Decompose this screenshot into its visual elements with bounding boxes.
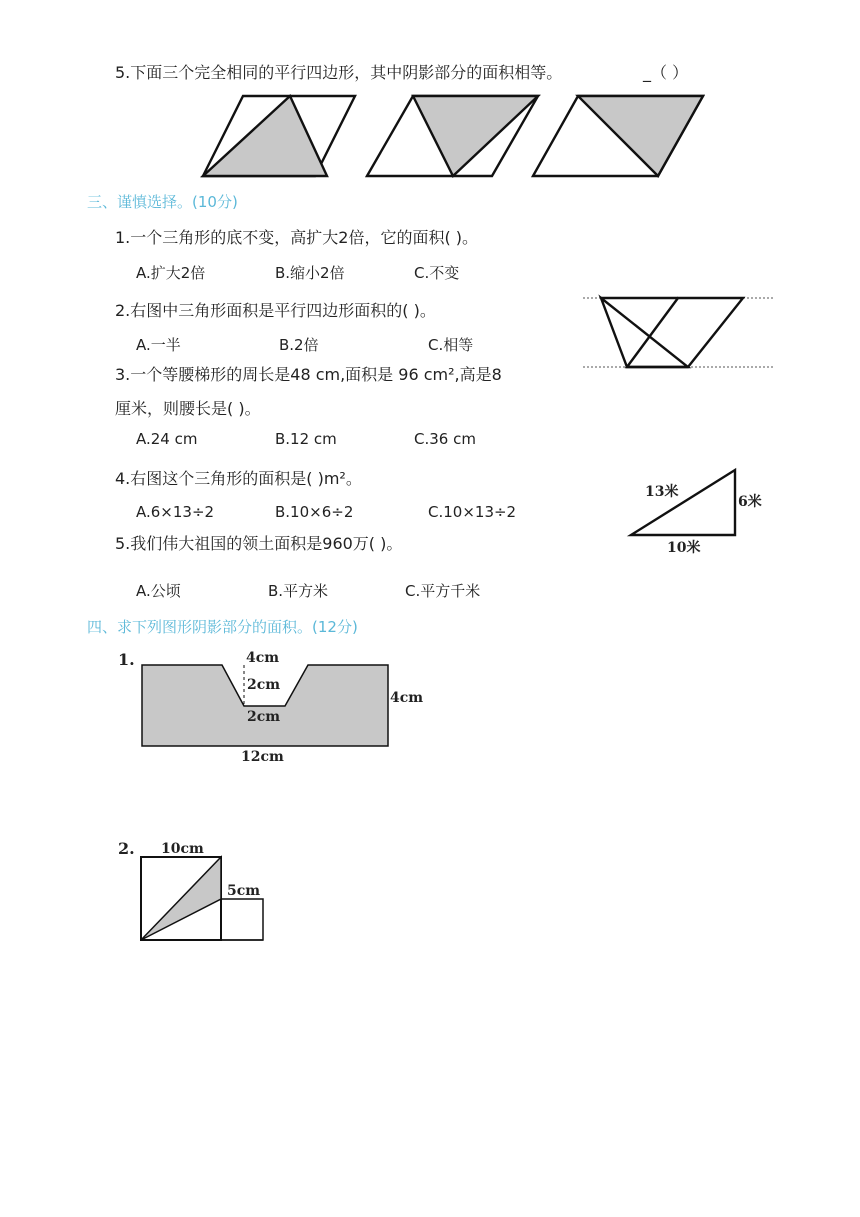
s3-q1-option-c[interactable]: C.不变 — [414, 264, 460, 282]
base-label: 10米 — [667, 540, 701, 556]
s3-q3-text-line2: 厘米，则腰长是( )。 — [115, 399, 261, 418]
shaded-figure-2 — [110, 836, 280, 951]
s3-q4-option-c[interactable]: C.10×13÷2 — [428, 503, 517, 521]
figure-triangle — [601, 298, 688, 367]
s3-q3-option-c[interactable]: C.36 cm — [414, 430, 476, 448]
figure-1-top-label: 4cm — [246, 650, 280, 666]
figure-2-number: 2. — [118, 839, 135, 858]
figure-2-small-side-label: 5cm — [227, 883, 261, 899]
s3-q1-text: 1.一个三角形的底不变，高扩大2倍，它的面积( )。 — [115, 228, 479, 247]
figure-2-shaded-triangle — [141, 857, 221, 940]
shaded-figure-1 — [110, 645, 440, 770]
q5-judge-text: 5.下面三个完全相同的平行四边形，其中阴影部分的面积相等。 — [115, 63, 563, 82]
s3-q1-option-b[interactable]: B.缩小2倍 — [275, 264, 345, 282]
s3-q3-option-b[interactable]: B.12 cm — [275, 430, 337, 448]
s3-q3-text-line1: 3.一个等腰梯形的周长是48 cm,面积是 96 cm²,高是8 — [115, 365, 502, 384]
figure-2-small-square — [221, 899, 263, 940]
s3-q4-text: 4.右图这个三角形的面积是( )m²。 — [115, 469, 362, 488]
q5-judge-blank[interactable]: _（ ） — [643, 63, 689, 82]
height-label: 6米 — [738, 494, 762, 510]
section-3-heading: 三、谨慎选择。(10分) — [87, 193, 238, 211]
s3-q5-option-b[interactable]: B.平方米 — [268, 582, 329, 600]
right-triangle — [631, 470, 735, 535]
s3-q4-option-b[interactable]: B.10×6÷2 — [275, 503, 354, 521]
s3-q3-option-a[interactable]: A.24 cm — [136, 430, 198, 448]
s3-q5-option-a[interactable]: A.公顷 — [136, 582, 181, 600]
s3-q2-option-c[interactable]: C.相等 — [428, 336, 474, 354]
parallelograms-figure — [195, 88, 715, 183]
s3-q4-option-a[interactable]: A.6×13÷2 — [136, 503, 215, 521]
s3-q1-option-a[interactable]: A.扩大2倍 — [136, 264, 206, 282]
figure-1-number: 1. — [118, 650, 135, 669]
hypotenuse-label: 13米 — [645, 484, 679, 500]
figure-1-bottom-label: 2cm — [247, 709, 281, 725]
section-4-heading: 四、求下列图形阴影部分的面积。(12分) — [87, 618, 358, 636]
figure-1-height-label: 4cm — [390, 690, 424, 706]
s3-q2-option-b[interactable]: B.2倍 — [279, 336, 319, 354]
right-triangle-figure — [625, 462, 775, 557]
s3-q5-option-c[interactable]: C.平方千米 — [405, 582, 481, 600]
triangle-parallelogram-figure — [583, 293, 778, 375]
figure-2-big-side-label: 10cm — [161, 841, 204, 857]
figure-1-width-label: 12cm — [241, 749, 284, 765]
s3-q2-text: 2.右图中三角形面积是平行四边形面积的( )。 — [115, 301, 436, 320]
figure-1-depth-label: 2cm — [247, 677, 281, 693]
s3-q5-text: 5.我们伟大祖国的领土面积是960万( )。 — [115, 534, 403, 553]
s3-q2-option-a[interactable]: A.一半 — [136, 336, 181, 354]
